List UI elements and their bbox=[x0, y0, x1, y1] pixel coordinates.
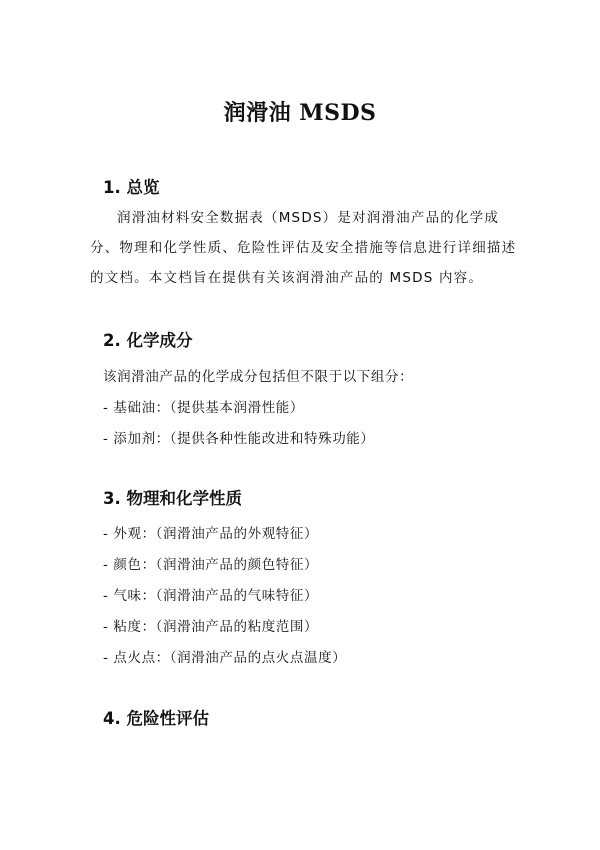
list-item: - 添加剂：（提供各种性能改进和特殊功能） bbox=[103, 431, 375, 447]
overview-paragraph: 润滑油材料安全数据表（MSDS）是对润滑油产品的化学成分、物理和化学性质、危险性评估及安全措施等信息进行详细描述的文档。本文档旨在提供有关该润滑油产品的 MSDS 内容。 bbox=[90, 210, 517, 286]
composition-intro: 该润滑油产品的化学成分包括但不限于以下组分： bbox=[103, 369, 414, 385]
list-item: - 点火点：（润滑油产品的点火点温度） bbox=[103, 650, 347, 666]
section-heading-composition: 2. 化学成分 bbox=[103, 331, 193, 350]
list-item: - 气味：（润滑油产品的气味特征） bbox=[103, 588, 319, 604]
section-heading-overview: 1. 总览 bbox=[103, 178, 160, 197]
document-title: 润滑油 MSDS bbox=[223, 100, 377, 126]
list-item: - 基础油：（提供基本润滑性能） bbox=[103, 400, 305, 416]
list-item: - 颜色：（润滑油产品的颜色特征） bbox=[103, 557, 319, 573]
section-heading-hazard: 4. 危险性评估 bbox=[103, 709, 209, 728]
list-item: - 粘度：（润滑油产品的粘度范围） bbox=[103, 619, 319, 635]
list-item: - 外观：（润滑油产品的外观特征） bbox=[103, 526, 319, 542]
section-heading-properties: 3. 物理和化学性质 bbox=[103, 489, 242, 508]
